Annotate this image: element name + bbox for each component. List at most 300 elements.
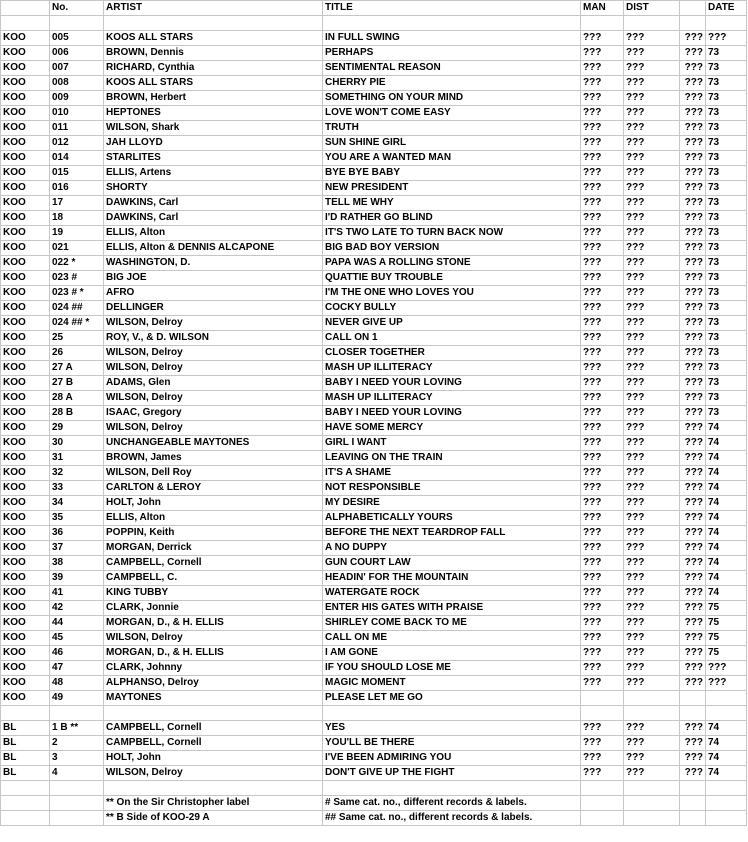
cell-number: 17 (50, 196, 104, 211)
cell-man: ??? (581, 286, 624, 301)
spacer-cell (706, 16, 747, 31)
cell-artist: HEPTONES (104, 106, 323, 121)
cell-artist: ELLIS, Alton & DENNIS ALCAPONE (104, 241, 323, 256)
cell-number: 19 (50, 226, 104, 241)
cell-man: ??? (581, 226, 624, 241)
cell-label: KOO (1, 346, 50, 361)
cell-number: 010 (50, 106, 104, 121)
cell-label: KOO (1, 601, 50, 616)
cell-number (50, 811, 104, 826)
cell-man: ??? (581, 136, 624, 151)
cell-man: ??? (581, 676, 624, 691)
cell-extra: ??? (680, 451, 706, 466)
table-row (1, 661, 747, 676)
table-row (1, 151, 747, 166)
spacer-cell (1, 16, 50, 31)
cell-artist: BROWN, Dennis (104, 46, 323, 61)
cell-extra: ??? (680, 106, 706, 121)
cell-title: CLOSER TOGETHER (323, 346, 581, 361)
table-row (1, 76, 747, 91)
table-row (1, 346, 747, 361)
cell-artist: WILSON, Delroy (104, 631, 323, 646)
cell-dist: ??? (624, 751, 680, 766)
cell-man: ??? (581, 571, 624, 586)
cell-extra: ??? (680, 676, 706, 691)
cell-title: CALL ON 1 (323, 331, 581, 346)
cell-title: LEAVING ON THE TRAIN (323, 451, 581, 466)
cell-extra: ??? (680, 586, 706, 601)
cell-date: 74 (706, 421, 747, 436)
cell-number: 27 B (50, 376, 104, 391)
cell-extra: ??? (680, 616, 706, 631)
cell-man: ??? (581, 346, 624, 361)
table-row (1, 196, 747, 211)
cell-man (581, 781, 624, 796)
cell-dist: ??? (624, 361, 680, 376)
cell-dist (624, 706, 680, 721)
table-row (1, 241, 747, 256)
cell-extra: ??? (680, 271, 706, 286)
cell-date: 75 (706, 646, 747, 661)
table-row (1, 631, 747, 646)
cell-dist: ??? (624, 211, 680, 226)
table-row (1, 391, 747, 406)
cell-man: ??? (581, 376, 624, 391)
cell-artist: ADAMS, Glen (104, 376, 323, 391)
header-man: MAN (581, 1, 624, 16)
cell-extra: ??? (680, 331, 706, 346)
cell-dist: ??? (624, 271, 680, 286)
cell-artist: SHORTY (104, 181, 323, 196)
table-row (1, 106, 747, 121)
cell-man: ??? (581, 76, 624, 91)
cell-dist: ??? (624, 766, 680, 781)
cell-man: ??? (581, 166, 624, 181)
cell-label: KOO (1, 181, 50, 196)
cell-man: ??? (581, 91, 624, 106)
cell-man: ??? (581, 271, 624, 286)
cell-label: KOO (1, 391, 50, 406)
cell-extra: ??? (680, 601, 706, 616)
cell-man: ??? (581, 391, 624, 406)
cell-label: KOO (1, 91, 50, 106)
cell-man: ??? (581, 331, 624, 346)
table-row (1, 646, 747, 661)
cell-number: 006 (50, 46, 104, 61)
cell-title: MAGIC MOMENT (323, 676, 581, 691)
cell-dist (624, 796, 680, 811)
cell-title: QUATTIE BUY TROUBLE (323, 271, 581, 286)
cell-label: KOO (1, 121, 50, 136)
cell-label: KOO (1, 136, 50, 151)
cell-number: 26 (50, 346, 104, 361)
cell-artist: KOOS ALL STARS (104, 76, 323, 91)
cell-number: 4 (50, 766, 104, 781)
cell-man: ??? (581, 526, 624, 541)
cell-title: TRUTH (323, 121, 581, 136)
cell-dist: ??? (624, 556, 680, 571)
table-row (1, 166, 747, 181)
cell-dist (624, 691, 680, 706)
cell-date: 73 (706, 136, 747, 151)
header-dist: DIST (624, 1, 680, 16)
cell-label: KOO (1, 631, 50, 646)
cell-title: IT'S TWO LATE TO TURN BACK NOW (323, 226, 581, 241)
cell-number: 023 # (50, 271, 104, 286)
table-row (1, 181, 747, 196)
table-row (1, 751, 747, 766)
cell-title: MY DESIRE (323, 496, 581, 511)
cell-man: ??? (581, 421, 624, 436)
cell-number: 023 # * (50, 286, 104, 301)
cell-date: 73 (706, 181, 747, 196)
table-row (1, 31, 747, 46)
cell-number: 48 (50, 676, 104, 691)
header-number: No. (50, 1, 104, 16)
header-extra (680, 1, 706, 16)
cell-label: KOO (1, 31, 50, 46)
table-row (1, 211, 747, 226)
cell-number: 011 (50, 121, 104, 136)
cell-man: ??? (581, 766, 624, 781)
cell-title: CHERRY PIE (323, 76, 581, 91)
cell-label: KOO (1, 481, 50, 496)
cell-man: ??? (581, 406, 624, 421)
cell-dist: ??? (624, 346, 680, 361)
cell-date: 73 (706, 331, 747, 346)
cell-date: 74 (706, 721, 747, 736)
header-title: TITLE (323, 1, 581, 16)
cell-artist: WILSON, Shark (104, 121, 323, 136)
cell-title: I'D RATHER GO BLIND (323, 211, 581, 226)
cell-artist: DELLINGER (104, 301, 323, 316)
cell-title: NOT RESPONSIBLE (323, 481, 581, 496)
cell-number: 007 (50, 61, 104, 76)
cell-label (1, 781, 50, 796)
cell-label: KOO (1, 541, 50, 556)
cell-date: 73 (706, 211, 747, 226)
cell-number: 38 (50, 556, 104, 571)
cell-label: KOO (1, 271, 50, 286)
cell-label: KOO (1, 301, 50, 316)
cell-number: 27 A (50, 361, 104, 376)
cell-artist: ELLIS, Artens (104, 166, 323, 181)
cell-title: YES (323, 721, 581, 736)
table-row (1, 721, 747, 736)
spacer-cell (104, 16, 323, 31)
cell-extra: ??? (680, 466, 706, 481)
table-row (1, 226, 747, 241)
table-row (1, 376, 747, 391)
cell-date: 74 (706, 766, 747, 781)
cell-man: ??? (581, 46, 624, 61)
cell-date: 74 (706, 571, 747, 586)
cell-number: 37 (50, 541, 104, 556)
cell-title: IN FULL SWING (323, 31, 581, 46)
cell-extra: ??? (680, 571, 706, 586)
cell-extra: ??? (680, 631, 706, 646)
cell-artist: CLARK, Johnny (104, 661, 323, 676)
cell-extra: ??? (680, 256, 706, 271)
cell-artist: CAMPBELL, C. (104, 571, 323, 586)
cell-date: 74 (706, 541, 747, 556)
table-row (1, 811, 747, 826)
cell-man: ??? (581, 646, 624, 661)
cell-title: DON'T GIVE UP THE FIGHT (323, 766, 581, 781)
cell-dist (624, 811, 680, 826)
cell-title: BEFORE THE NEXT TEARDROP FALL (323, 526, 581, 541)
cell-title: MASH UP ILLITERACY (323, 391, 581, 406)
cell-title: I AM GONE (323, 646, 581, 661)
table-row (1, 586, 747, 601)
cell-dist: ??? (624, 301, 680, 316)
table-row (1, 46, 747, 61)
cell-date: 74 (706, 436, 747, 451)
cell-artist: BIG JOE (104, 271, 323, 286)
cell-extra (680, 691, 706, 706)
header-label (1, 1, 50, 16)
cell-date: 73 (706, 271, 747, 286)
cell-extra: ??? (680, 556, 706, 571)
cell-date: 73 (706, 391, 747, 406)
cell-extra: ??? (680, 211, 706, 226)
cell-number (50, 781, 104, 796)
cell-man: ??? (581, 556, 624, 571)
header-date: DATE (706, 1, 747, 16)
cell-number: 35 (50, 511, 104, 526)
cell-label (1, 796, 50, 811)
cell-title: WATERGATE ROCK (323, 586, 581, 601)
cell-date: 73 (706, 286, 747, 301)
table-row (1, 136, 747, 151)
spacer-cell (581, 16, 624, 31)
table-row (1, 616, 747, 631)
cell-dist: ??? (624, 226, 680, 241)
cell-number: 28 B (50, 406, 104, 421)
cell-artist: WILSON, Dell Roy (104, 466, 323, 481)
cell-title: GUN COURT LAW (323, 556, 581, 571)
cell-extra: ??? (680, 316, 706, 331)
cell-date: 74 (706, 736, 747, 751)
cell-title: YOU ARE A WANTED MAN (323, 151, 581, 166)
cell-extra: ??? (680, 91, 706, 106)
cell-number: 008 (50, 76, 104, 91)
cell-extra: ??? (680, 301, 706, 316)
cell-number: 28 A (50, 391, 104, 406)
cell-number: 45 (50, 631, 104, 646)
cell-artist: WILSON, Delroy (104, 766, 323, 781)
cell-artist: DAWKINS, Carl (104, 196, 323, 211)
cell-title: LOVE WON'T COME EASY (323, 106, 581, 121)
cell-date: 73 (706, 406, 747, 421)
cell-dist: ??? (624, 571, 680, 586)
table-row (1, 796, 747, 811)
cell-artist: UNCHANGEABLE MAYTONES (104, 436, 323, 451)
table-row (1, 481, 747, 496)
cell-artist: HOLT, John (104, 751, 323, 766)
cell-date (706, 811, 747, 826)
cell-number: 44 (50, 616, 104, 631)
cell-label: KOO (1, 226, 50, 241)
cell-date: 74 (706, 511, 747, 526)
cell-date: 73 (706, 361, 747, 376)
cell-artist: WILSON, Delroy (104, 391, 323, 406)
cell-date: 73 (706, 91, 747, 106)
cell-title: I'VE BEEN ADMIRING YOU (323, 751, 581, 766)
table-row (1, 781, 747, 796)
table-row (1, 601, 747, 616)
cell-number: 46 (50, 646, 104, 661)
cell-title: MASH UP ILLITERACY (323, 361, 581, 376)
cell-label: KOO (1, 496, 50, 511)
cell-dist: ??? (624, 181, 680, 196)
cell-dist: ??? (624, 616, 680, 631)
cell-date: 73 (706, 121, 747, 136)
cell-artist: MORGAN, D., & H. ELLIS (104, 646, 323, 661)
table-row (1, 61, 747, 76)
cell-title: ALPHABETICALLY YOURS (323, 511, 581, 526)
cell-label: KOO (1, 106, 50, 121)
cell-dist: ??? (624, 451, 680, 466)
cell-label: KOO (1, 691, 50, 706)
cell-dist: ??? (624, 61, 680, 76)
cell-title: NEVER GIVE UP (323, 316, 581, 331)
cell-title: A NO DUPPY (323, 541, 581, 556)
cell-man (581, 811, 624, 826)
cell-artist: STARLITES (104, 151, 323, 166)
cell-dist: ??? (624, 76, 680, 91)
cell-dist: ??? (624, 586, 680, 601)
cell-extra: ??? (680, 166, 706, 181)
cell-dist: ??? (624, 316, 680, 331)
table-row (1, 466, 747, 481)
cell-number: 41 (50, 586, 104, 601)
cell-label: KOO (1, 46, 50, 61)
table-row (1, 271, 747, 286)
table-row (1, 676, 747, 691)
cell-number: 009 (50, 91, 104, 106)
cell-label: KOO (1, 436, 50, 451)
table-row (1, 421, 747, 436)
cell-date: 73 (706, 316, 747, 331)
cell-label: KOO (1, 211, 50, 226)
cell-date: 73 (706, 376, 747, 391)
cell-man: ??? (581, 496, 624, 511)
cell-label: KOO (1, 451, 50, 466)
cell-man: ??? (581, 721, 624, 736)
cell-label: KOO (1, 406, 50, 421)
cell-number: 34 (50, 496, 104, 511)
cell-label: KOO (1, 151, 50, 166)
cell-label: KOO (1, 76, 50, 91)
cell-man: ??? (581, 241, 624, 256)
table-row (1, 301, 747, 316)
cell-date (706, 781, 747, 796)
cell-number: 30 (50, 436, 104, 451)
table-row (1, 541, 747, 556)
cell-man: ??? (581, 661, 624, 676)
table-row (1, 706, 747, 721)
table-row (1, 496, 747, 511)
table-row (1, 256, 747, 271)
cell-man: ??? (581, 31, 624, 46)
cell-label: KOO (1, 556, 50, 571)
cell-date: 73 (706, 106, 747, 121)
cell-extra: ??? (680, 376, 706, 391)
cell-extra: ??? (680, 436, 706, 451)
cell-number: 2 (50, 736, 104, 751)
cell-title: NEW PRESIDENT (323, 181, 581, 196)
cell-dist: ??? (624, 511, 680, 526)
cell-artist: WILSON, Delroy (104, 361, 323, 376)
cell-title: YOU'LL BE THERE (323, 736, 581, 751)
cell-label: BL (1, 736, 50, 751)
cell-label: KOO (1, 286, 50, 301)
cell-man: ??? (581, 436, 624, 451)
cell-label: KOO (1, 676, 50, 691)
cell-number: 33 (50, 481, 104, 496)
cell-dist: ??? (624, 661, 680, 676)
cell-date: 74 (706, 751, 747, 766)
cell-title: PERHAPS (323, 46, 581, 61)
cell-dist (624, 781, 680, 796)
cell-extra: ??? (680, 751, 706, 766)
cell-dist: ??? (624, 526, 680, 541)
cell-title: BIG BAD BOY VERSION (323, 241, 581, 256)
cell-date: 73 (706, 61, 747, 76)
cell-label: KOO (1, 616, 50, 631)
cell-number: 47 (50, 661, 104, 676)
cell-number: 32 (50, 466, 104, 481)
cell-extra: ??? (680, 31, 706, 46)
cell-artist: MORGAN, Derrick (104, 541, 323, 556)
table-row (1, 316, 747, 331)
cell-extra: ??? (680, 481, 706, 496)
table-row (1, 361, 747, 376)
cell-extra: ??? (680, 406, 706, 421)
cell-label (1, 811, 50, 826)
cell-extra: ??? (680, 76, 706, 91)
cell-date (706, 796, 747, 811)
table-row (1, 511, 747, 526)
cell-title: ENTER HIS GATES WITH PRAISE (323, 601, 581, 616)
cell-date: ??? (706, 661, 747, 676)
cell-man: ??? (581, 451, 624, 466)
cell-artist: AFRO (104, 286, 323, 301)
cell-artist: BROWN, James (104, 451, 323, 466)
cell-dist: ??? (624, 376, 680, 391)
cell-artist: WILSON, Delroy (104, 421, 323, 436)
cell-dist: ??? (624, 151, 680, 166)
cell-dist: ??? (624, 676, 680, 691)
cell-date: 73 (706, 346, 747, 361)
cell-man: ??? (581, 361, 624, 376)
cell-extra: ??? (680, 511, 706, 526)
cell-label: KOO (1, 61, 50, 76)
spacer-cell (50, 16, 104, 31)
cell-number: 024 ## (50, 301, 104, 316)
cell-artist: DAWKINS, Carl (104, 211, 323, 226)
cell-extra: ??? (680, 151, 706, 166)
table-row (1, 331, 747, 346)
cell-number (50, 796, 104, 811)
cell-number: 39 (50, 571, 104, 586)
cell-title (323, 706, 581, 721)
cell-artist: KING TUBBY (104, 586, 323, 601)
cell-label: KOO (1, 241, 50, 256)
cell-label: KOO (1, 361, 50, 376)
cell-man: ??? (581, 586, 624, 601)
